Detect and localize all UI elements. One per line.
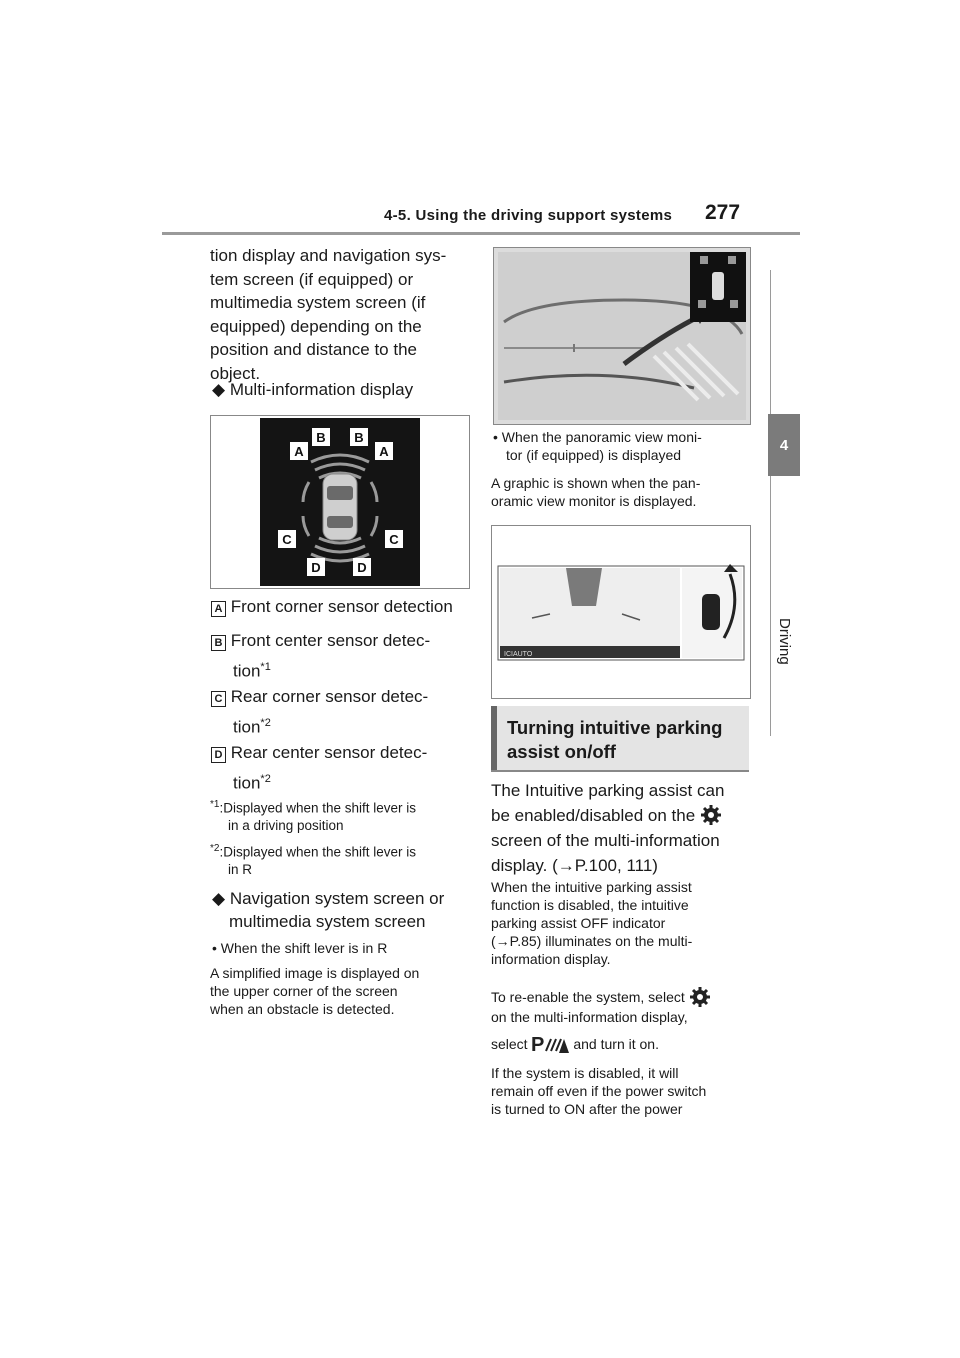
- text-line: tion display and navigation sys-: [210, 246, 447, 265]
- legend-text: tion: [233, 773, 261, 793]
- page-link[interactable]: P.85) illuminates on the multi-: [509, 933, 693, 949]
- arrow-right-icon: →: [557, 856, 575, 875]
- legend-text: tion: [233, 661, 261, 681]
- footnote-ref: *1: [260, 661, 271, 673]
- rear-camera-figure: [493, 247, 751, 425]
- note-text: When the panoramic view moni-: [501, 429, 702, 445]
- section-title: 4-5. Using the driving support systems: [384, 207, 673, 224]
- footnote-mark: *2: [210, 843, 220, 854]
- label-b-left: B: [316, 430, 326, 445]
- footnote-ref: *2: [260, 773, 271, 785]
- remain-text: [491, 1064, 706, 1118]
- label-c-left: C: [282, 532, 292, 547]
- reenable-text: [491, 986, 711, 1055]
- text-line: position and distance to the: [210, 340, 417, 359]
- arrow-right-icon: →: [495, 933, 510, 949]
- text-line: the upper corner of the screen: [210, 983, 398, 999]
- bullet-text: Multi-information display: [229, 380, 414, 399]
- svg-text:P: P: [531, 1034, 545, 1055]
- text-line: function is disabled, the intuitive: [491, 897, 689, 913]
- text-line: parking assist OFF indicator: [491, 915, 666, 931]
- rear-camera-view: [494, 248, 750, 424]
- footnote-2: [210, 840, 416, 878]
- side-rule-bottom: [770, 476, 771, 736]
- note-text: tor (if equipped) is displayed: [506, 447, 682, 463]
- legend-text: Rear center sensor detec-: [230, 743, 428, 762]
- gear-icon: [700, 804, 722, 826]
- dot-bullet: •: [493, 429, 498, 445]
- page-number: 277: [705, 201, 741, 224]
- panoramic-figure: [491, 525, 751, 699]
- label-a-right: A: [379, 444, 389, 459]
- bullet-text: Navigation system screen or: [229, 889, 445, 908]
- text-line: A simplified image is displayed on: [210, 965, 420, 981]
- text-line: A graphic is shown when the pan-: [491, 475, 701, 491]
- multi-info-figure: [210, 415, 470, 589]
- text-line: oramic view monitor is displayed.: [491, 493, 697, 509]
- footnote-mark: *1: [210, 799, 220, 810]
- label-b-right: B: [354, 430, 364, 445]
- text-line: object.: [210, 363, 261, 383]
- diamond-bullet-icon: ◆: [212, 380, 226, 399]
- footnote-text: :Displayed when the shift lever is: [219, 800, 417, 816]
- graphic-text: [491, 474, 700, 510]
- label-d-right: D: [357, 560, 367, 575]
- label-d-left: D: [311, 560, 321, 575]
- text-line: multimedia system screen (if: [210, 293, 426, 312]
- note-text: When the shift lever is in R: [220, 940, 388, 956]
- enable-text: [491, 778, 724, 878]
- bullet-navigation: [212, 887, 444, 933]
- text-line: is turned to ON after the power: [491, 1101, 683, 1117]
- chapter-label: Driving: [776, 618, 793, 665]
- footnote-1: [210, 796, 416, 834]
- gear-icon: [689, 986, 711, 1008]
- panoramic-view: [492, 526, 750, 698]
- legend-c: [211, 684, 428, 741]
- text-line: equipped) depending on the: [210, 316, 422, 336]
- page-link[interactable]: P.100, 111): [574, 856, 658, 875]
- legend-text: Front center sensor detec-: [230, 631, 431, 650]
- text-line: display. (: [491, 856, 558, 875]
- panoramic-note: [493, 428, 702, 464]
- simplified-text: [210, 964, 419, 1018]
- footnote-text: :Displayed when the shift lever is: [219, 844, 417, 860]
- shift-note: [212, 939, 387, 957]
- chapter-tab[interactable]: 4: [768, 414, 800, 476]
- footnote-text: in R: [228, 861, 253, 877]
- bullet-text: multimedia system screen: [229, 912, 426, 931]
- sensor-diagram: [211, 416, 469, 588]
- text-line: remain off even if the power switch: [491, 1083, 707, 1099]
- side-rule-top: [770, 270, 771, 414]
- dot-bullet: •: [212, 940, 217, 956]
- text-line: information display.: [491, 951, 611, 967]
- header-rule: [162, 232, 800, 235]
- section-heading: [491, 706, 749, 770]
- label-a-left: A: [294, 444, 304, 459]
- text-line: tem screen (if equipped) or: [210, 269, 414, 289]
- text-line: If the system is disabled, it will: [491, 1065, 679, 1081]
- screen-tag: ICIAUTO: [504, 651, 533, 658]
- legend-text: Front corner sensor detection: [230, 597, 453, 616]
- text-line: When the intuitive parking assist: [491, 879, 692, 895]
- legend-text: Rear corner sensor detec-: [230, 687, 429, 706]
- intro-text: [210, 244, 446, 385]
- bullet-multi-info: [212, 380, 413, 400]
- legend-key: D: [211, 747, 226, 763]
- heading-line: Turning intuitive parking: [507, 717, 723, 738]
- text-line: be enabled/disabled on the: [491, 806, 696, 825]
- footnote-ref: *2: [260, 717, 271, 729]
- text-line: on the multi-information display,: [491, 1009, 688, 1025]
- legend-text: tion: [233, 717, 261, 737]
- parking-assist-icon: [531, 1033, 569, 1055]
- legend-key: B: [211, 635, 226, 651]
- legend-key: C: [211, 691, 226, 707]
- text-line: when an obstacle is detected.: [210, 1001, 395, 1017]
- legend-key: A: [211, 601, 226, 617]
- legend-a: [211, 597, 453, 617]
- label-c-right: C: [389, 532, 399, 547]
- text-line: screen of the multi-information: [491, 831, 720, 850]
- text-line: The Intuitive parking assist can: [491, 781, 725, 800]
- text-line: select: [491, 1036, 528, 1052]
- legend-d: [211, 740, 427, 797]
- legend-b: [211, 628, 430, 685]
- text-line: and turn it on.: [573, 1036, 659, 1052]
- heading-line: assist on/off: [507, 741, 616, 762]
- text-line: (: [491, 933, 496, 949]
- footnote-text: in a driving position: [228, 817, 344, 833]
- text-line: To re-enable the system, select: [491, 989, 685, 1005]
- heading-underline: [491, 770, 749, 772]
- diamond-bullet-icon: ◆: [212, 889, 226, 908]
- disabled-text: [491, 878, 692, 968]
